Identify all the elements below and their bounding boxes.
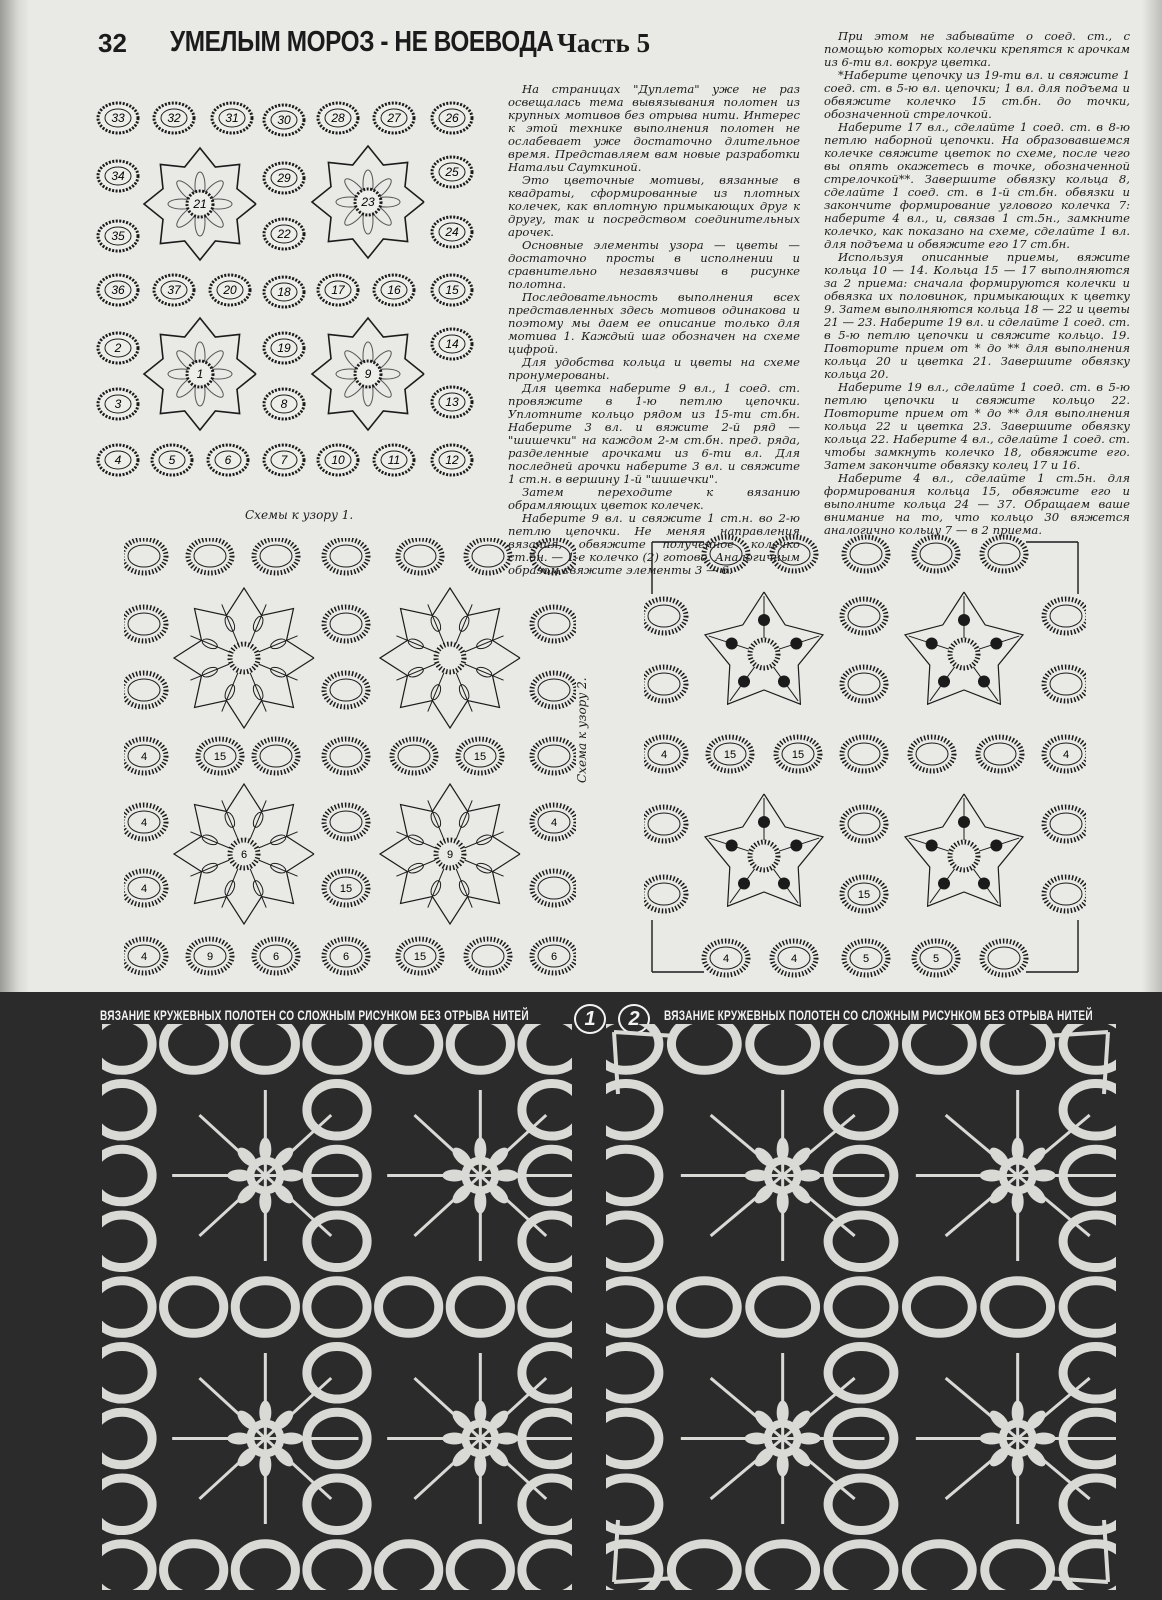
ring-number: 10	[331, 453, 345, 467]
scheme-ring	[842, 737, 886, 771]
scheme-flower	[705, 592, 823, 704]
scheme-ring	[772, 941, 816, 975]
ring-number: 19	[277, 341, 291, 355]
scheme-ring	[466, 539, 510, 573]
paragraph: Наберите 9 вл. и свяжите 1 ст.н. во 2-ю петлю цепочки. Не меняя направления вязания, обвяжите полученное колечко ст.бн. — 1-е колечко (2) готово. Аналогичным образом свяжите элементы 3 — 6.	[508, 511, 800, 577]
photo-badge-2: 2	[618, 1004, 650, 1034]
lace-ring	[906, 1544, 972, 1590]
lace-ring	[522, 1083, 572, 1136]
scheme-ring	[264, 277, 304, 307]
scheme-ring	[432, 329, 472, 359]
corner-chain	[652, 920, 704, 972]
scheme-1-caption: Схемы к узору 1.	[245, 508, 354, 522]
lace-ring	[671, 1281, 737, 1334]
page-headline: УМЕЛЫМ МОРОЗ - НЕ ВОЕВОДА	[170, 26, 554, 58]
scheme-ring	[318, 103, 358, 133]
ring-number: 22	[277, 227, 291, 241]
lace-photo-1	[102, 1024, 572, 1590]
lace-ring	[102, 1412, 152, 1465]
scheme-ring	[210, 275, 250, 305]
scheme-ring	[644, 807, 686, 841]
scheme-ring	[124, 871, 166, 905]
lace-ring	[606, 1478, 659, 1531]
scheme-ring	[124, 673, 166, 707]
lace-ring	[522, 1215, 572, 1268]
scheme-ring	[704, 537, 748, 571]
scheme-flower	[312, 318, 424, 430]
lace-ring	[235, 1544, 295, 1590]
lace-ring	[450, 1024, 510, 1070]
scheme-ring	[844, 537, 888, 571]
paragraph: При этом не забывайте о соед. ст., с помощью которых колечки крепятся к арочкам из 6-ти вл. вокруг цветка.	[824, 29, 1130, 69]
scheme-ring	[324, 939, 368, 973]
lace-ring	[828, 1544, 894, 1590]
scheme-ring	[124, 805, 166, 839]
scheme-ring	[398, 539, 442, 573]
photo-title-left: ВЯЗАНИЕ КРУЖЕВНЫХ ПОЛОТЕН СО СЛОЖНЫМ РИСУНКОМ БЕЗ ОТРЫВА НИТЕЙ	[100, 1007, 529, 1023]
scheme-label: 15	[413, 951, 427, 963]
scheme-ring	[374, 275, 414, 305]
scheme-ring	[254, 739, 298, 773]
scheme-ring	[124, 607, 166, 641]
scheme-1-diagram	[96, 98, 486, 498]
scheme-ring	[1044, 737, 1086, 771]
scheme-label: 4	[140, 883, 148, 895]
lace-ring	[985, 1544, 1051, 1590]
ring-number: 29	[277, 171, 291, 185]
scheme-ring	[324, 739, 368, 773]
scheme-ring	[374, 103, 414, 133]
scheme-flower	[174, 784, 314, 924]
lace-ring	[828, 1281, 894, 1334]
ring-number: 31	[225, 111, 239, 125]
lace-ring	[985, 1024, 1051, 1070]
lace-ring	[750, 1281, 816, 1334]
lace-ring	[1063, 1215, 1116, 1268]
ring-number: 11	[387, 453, 401, 467]
lace-ring	[102, 1478, 152, 1531]
lace-ring	[235, 1281, 295, 1334]
flower-number: 21	[193, 197, 207, 211]
ring-number: 17	[331, 283, 345, 297]
ring-number: 35	[111, 229, 125, 243]
lace-ring	[606, 1083, 659, 1136]
scheme-ring	[532, 607, 576, 641]
lace-flower	[916, 1353, 1116, 1524]
ring-number: 14	[445, 337, 459, 351]
lace-flower	[387, 1353, 572, 1524]
lace-ring	[307, 1281, 367, 1334]
lace-ring	[379, 1024, 439, 1070]
scheme-ring	[324, 871, 368, 905]
scheme-ring	[432, 103, 472, 133]
scheme-2-caption: Схема к узору 2.	[575, 677, 589, 783]
scheme-ring	[324, 805, 368, 839]
lace-ring	[606, 1346, 659, 1399]
scheme-ring	[208, 445, 248, 475]
lace-ring	[450, 1544, 510, 1590]
scheme-ring	[644, 737, 686, 771]
lace-ring	[671, 1024, 737, 1070]
scheme-ring	[432, 217, 472, 247]
lace-ring	[379, 1281, 439, 1334]
corner-chain	[1026, 542, 1078, 594]
paragraph: Наберите 4 вл., сделайте 1 ст.5н. для формирования кольца 15, обвяжите его и выполните кольца 24 — 37. Обращаем ваше внимание на то, что кольцо 30 вяжется аналогично кольцу 7 — в 2 приема.	[824, 471, 1130, 537]
scheme-ring	[154, 103, 194, 133]
scheme-flower	[380, 784, 520, 924]
scheme-label: 4	[1062, 749, 1070, 761]
scheme-label: 5	[862, 953, 870, 965]
scheme-flower	[312, 146, 424, 258]
paragraph: Это цветочные мотивы, вязанные в квадраты, сформированные из плотных колечек, как вплотную примыкающих друг к другу, так и посредством соединительных арочек.	[508, 173, 800, 239]
ring-number: 18	[277, 285, 291, 299]
lace-ring	[102, 1024, 152, 1070]
scheme-ring	[392, 739, 436, 773]
scheme-ring	[264, 333, 304, 363]
scheme-ring	[1044, 667, 1086, 701]
lace-ring	[1063, 1346, 1116, 1399]
scheme-label: 6	[342, 951, 350, 963]
lace-ring	[1063, 1478, 1116, 1531]
lace-ring	[522, 1478, 572, 1531]
scheme-ring	[978, 737, 1022, 771]
scheme-label: 15	[857, 889, 871, 901]
scheme-ring	[254, 539, 298, 573]
scheme-ring	[982, 941, 1026, 975]
scheme-ring	[532, 805, 576, 839]
scheme-label: 4	[140, 751, 148, 763]
lace-flower	[172, 1090, 358, 1261]
ring-number: 4	[114, 453, 122, 467]
lace-ring	[164, 1024, 224, 1070]
lace-ring	[102, 1215, 152, 1268]
lace-flower	[681, 1353, 885, 1524]
ring-number: 6	[224, 453, 232, 467]
lace-flower	[172, 1353, 358, 1524]
scheme-ring	[1044, 599, 1086, 633]
scheme-label: 9	[446, 849, 454, 861]
ring-number: 37	[167, 283, 181, 297]
ring-number: 30	[277, 113, 291, 127]
scheme-label: 4	[660, 749, 668, 761]
ring-number: 36	[111, 283, 125, 297]
corner-chain	[652, 542, 704, 594]
scheme-ring	[432, 275, 472, 305]
lace-ring	[1063, 1083, 1116, 1136]
scheme-label: 15	[791, 749, 805, 761]
scheme-label: 6	[550, 951, 558, 963]
lace-ring	[750, 1544, 816, 1590]
ring-number: 8	[280, 397, 288, 411]
paragraph: Наберите 17 вл., сделайте 1 соед. ст. в 8-ю петлю наборной цепочки. На образовавшемся колечке свяжите цветок по схеме, после чего вы опять окажетесь в точке, обозначенной стрелочкой**. Завершите обвязку кольца 8, сделайте 1 соед. ст. в 1-й ст.бн. обвязки и закончите формирование углового колечка 7: наберите 4 вл., и, связав 1 ст.5н., замкните колечко, как показано на схеме, сделайте 1 вл. для подъема и обвяжите его 17 ст.бн.	[824, 120, 1130, 251]
lace-ring	[102, 1281, 152, 1334]
scheme-ring	[188, 939, 232, 973]
flower-number: 1	[196, 367, 204, 381]
paragraph: Для цветка наберите 9 вл., 1 соед. ст. провяжите в 1-ю петлю цепочки. Уплотните кольцо рядом из 15-ти ст.бн. Наберите 3 вл. и вяжите 2-й ряд — "шишечки" на каждом 2-м ст.бн. пред. ряда, разделенные арочками из 6-ти вл. Для последней арочки наберите 3 вл. и свяжите 1 ст.н. в вершину 1-й "шишечки".	[508, 381, 800, 486]
flower-number: 9	[364, 367, 372, 381]
lace-ring	[102, 1544, 152, 1590]
scheme-1-detailed-diagram	[124, 538, 576, 978]
ring-number: 15	[445, 283, 459, 297]
paragraph: *Наберите цепочку из 19-ти вл. и свяжите 1 соед. ст. в 5-ю вл. цепочки; 1 вл. для подъема и обвяжите колечко 15 ст.бн. до точки, обозначенной стрелочкой.	[824, 68, 1130, 121]
scheme-flower	[905, 592, 1023, 704]
article-right-column	[824, 30, 1130, 537]
ring-number: 27	[387, 111, 401, 125]
scheme-ring	[532, 939, 576, 973]
scheme-ring	[776, 737, 820, 771]
scheme-ring	[98, 445, 138, 475]
lace-ring	[522, 1346, 572, 1399]
scheme-ring	[98, 103, 138, 133]
scheme-label: 5	[932, 953, 940, 965]
ring-number: 7	[280, 453, 288, 467]
article-middle-column	[508, 83, 800, 577]
lace-ring	[164, 1544, 224, 1590]
lace-ring	[102, 1083, 152, 1136]
scheme-ring	[532, 871, 576, 905]
scheme-ring	[324, 539, 368, 573]
scheme-ring	[914, 941, 958, 975]
scheme-ring	[324, 673, 368, 707]
lace-ring	[450, 1281, 510, 1334]
lace-ring	[906, 1024, 972, 1070]
scheme-ring	[532, 739, 576, 773]
scheme-ring	[982, 537, 1026, 571]
scheme-ring	[98, 275, 138, 305]
ring-number: 16	[387, 283, 401, 297]
scheme-ring	[466, 939, 510, 973]
photo-title-right: ВЯЗАНИЕ КРУЖЕВНЫХ ПОЛОТЕН СО СЛОЖНЫМ РИСУНКОМ БЕЗ ОТРЫВА НИТЕЙ	[664, 1007, 1093, 1023]
scheme-label: 15	[339, 883, 353, 895]
ring-number: 3	[114, 397, 122, 411]
scheme-flower	[905, 794, 1023, 906]
part-label: Часть 5	[557, 28, 651, 58]
scheme-flower	[705, 794, 823, 906]
ring-number: 32	[167, 111, 181, 125]
ring-number: 13	[445, 395, 459, 409]
lace-ring	[750, 1024, 816, 1070]
scheme-ring	[198, 739, 242, 773]
lace-ring	[671, 1544, 737, 1590]
scheme-label: 15	[723, 749, 737, 761]
ring-number: 2	[114, 341, 122, 355]
photo-badge-1: 1	[574, 1004, 606, 1034]
scheme-label: 4	[140, 817, 148, 829]
scheme-label: 6	[272, 951, 280, 963]
lace-ring	[522, 1544, 572, 1590]
scheme-ring	[842, 599, 886, 633]
flower-number: 23	[361, 195, 375, 209]
scheme-flower	[174, 588, 314, 728]
paragraph: Основные элементы узора — цветы — достаточно просты в исполнении и сравнительно незавязчивы в рисунке полотна.	[508, 238, 800, 291]
scheme-ring	[708, 737, 752, 771]
scheme-ring	[458, 739, 502, 773]
scheme-flower	[144, 318, 256, 430]
scheme-ring	[842, 807, 886, 841]
lace-ring	[606, 1281, 659, 1334]
scheme-ring	[264, 445, 304, 475]
ring-number: 33	[111, 111, 125, 125]
scheme-ring	[124, 539, 166, 573]
scheme-ring	[1044, 877, 1086, 911]
lace-ring	[102, 1149, 152, 1202]
scheme-ring	[318, 275, 358, 305]
scheme-ring	[432, 387, 472, 417]
paragraph: Используя описанные приемы, вяжите кольца 10 — 14. Кольца 15 — 17 выполняются за 2 приема: сначала формируются колечки и обвязка их половинок, примыкающих к цветку 9. Затем выполняются кольца 18 — 22 и цветы 21 — 23. Наберите 19 вл. и сделайте 1 соед. ст. в 5-ю петлю цепочки и свяжите кольцо. 19. Повторите прием от * до ** для выполнения кольца 20 и цветка 21. Завершите обвязку кольца 20.	[824, 250, 1130, 381]
lace-ring	[606, 1412, 659, 1465]
scheme-label: 15	[473, 751, 487, 763]
lace-photo-2	[606, 1024, 1116, 1590]
scheme-ring	[264, 163, 304, 193]
scheme-ring	[318, 445, 358, 475]
scheme-label: 9	[206, 951, 214, 963]
scheme-label: 15	[213, 751, 227, 763]
scheme-ring	[704, 941, 748, 975]
page-number: 32	[98, 28, 127, 58]
scheme-ring	[532, 673, 576, 707]
scheme-ring	[432, 445, 472, 475]
ring-number: 24	[445, 225, 459, 239]
scheme-ring	[254, 939, 298, 973]
scheme-ring	[264, 389, 304, 419]
scheme-ring	[264, 105, 304, 135]
scheme-ring	[154, 275, 194, 305]
scheme-ring	[844, 941, 888, 975]
scheme-2-diagram	[644, 534, 1086, 980]
scheme-ring	[124, 939, 166, 973]
scheme-ring	[212, 103, 252, 133]
scheme-ring	[914, 537, 958, 571]
ring-number: 25	[445, 165, 459, 179]
lace-ring	[522, 1024, 572, 1070]
scheme-ring	[264, 219, 304, 249]
paragraph: Для удобства кольца и цветы на схеме пронумерованы.	[508, 355, 800, 382]
ring-number: 26	[445, 111, 459, 125]
scheme-ring	[98, 389, 138, 419]
scheme-ring	[98, 161, 138, 191]
ring-number: 28	[331, 111, 345, 125]
scheme-ring	[124, 739, 166, 773]
lace-ring	[606, 1215, 659, 1268]
scheme-ring	[842, 667, 886, 701]
corner-chain	[1026, 920, 1078, 972]
scheme-ring	[842, 877, 886, 911]
scheme-ring	[1044, 807, 1086, 841]
lace-ring	[307, 1544, 367, 1590]
scheme-ring	[910, 737, 954, 771]
scheme-label: 4	[140, 951, 148, 963]
scheme-ring	[152, 445, 192, 475]
scheme-label: 4	[550, 817, 558, 829]
lace-ring	[164, 1281, 224, 1334]
paragraph: На страницах "Дуплета" уже не раз освещалась тема вывязывания полотен из крупных мотивов без отрыва нити. Интерес к этой технике выполнения полотен не ослабевает уже достаточно длительное время. Представляем вам новые разработки Натальи Сауткиной.	[508, 82, 800, 174]
paragraph: Наберите 19 вл., сделайте 1 соед. ст. в 5-ю петлю цепочки и свяжите кольцо 22. Повторите прием от * до ** для выполнения кольца 22 и цветка 23. Завершите обвязку кольца 22. Наберите 4 вл., сделайте 1 соед. ст. чтобы замкнуть колечко 18, обвяжите его. Затем закончите обвязку колец 17 и 16.	[824, 380, 1130, 472]
lace-ring	[985, 1281, 1051, 1334]
scheme-ring	[644, 667, 686, 701]
scheme-flower	[144, 148, 256, 260]
lace-ring	[522, 1281, 572, 1334]
scheme-label: 4	[790, 953, 798, 965]
scheme-ring	[324, 607, 368, 641]
lace-ring	[102, 1346, 152, 1399]
scheme-label: 6	[240, 849, 248, 861]
scheme-ring	[532, 539, 576, 573]
lace-flower	[681, 1090, 885, 1261]
scheme-ring	[188, 539, 232, 573]
ring-number: 20	[223, 283, 237, 297]
scheme-ring	[432, 157, 472, 187]
lace-ring	[379, 1544, 439, 1590]
scheme-ring	[644, 599, 686, 633]
scheme-ring	[374, 445, 414, 475]
lace-ring	[906, 1281, 972, 1334]
lace-ring	[606, 1149, 659, 1202]
scheme-ring	[772, 537, 816, 571]
lace-flower	[916, 1090, 1116, 1261]
scheme-flower	[380, 588, 520, 728]
paragraph: Затем переходите к вязанию обрамляющих цветок колечек.	[508, 485, 800, 512]
lace-ring	[1063, 1281, 1116, 1334]
lace-ring	[235, 1024, 295, 1070]
ring-number: 34	[111, 169, 125, 183]
lace-ring	[307, 1024, 367, 1070]
ring-number: 12	[445, 453, 459, 467]
scheme-ring	[98, 221, 138, 251]
paragraph: Последовательность выполнения всех представленных здесь мотивов одинакова и поэтому мы даем ее описание только для мотива 1. Каждый шаг обозначен на схеме цифрой.	[508, 290, 800, 356]
scheme-label: 4	[722, 953, 730, 965]
ring-number: 5	[168, 453, 176, 467]
scheme-ring	[398, 939, 442, 973]
lace-ring	[828, 1024, 894, 1070]
lace-flower	[387, 1090, 572, 1261]
scheme-ring	[644, 877, 686, 911]
scheme-ring	[98, 333, 138, 363]
